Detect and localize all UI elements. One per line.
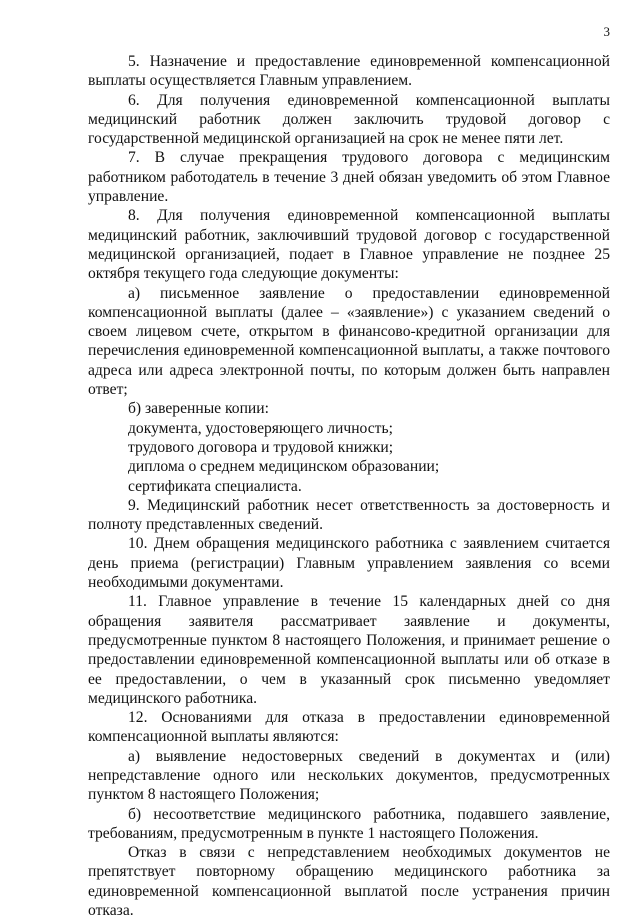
list-item-identity-document: документа, удостоверяющего личность;: [128, 419, 393, 437]
paragraph-12-a: а) выявление недостоверных сведений в документах и (или) непредставление одного или нескольких документов, предусмотренных пунктом 8 настоящего Положения;: [88, 747, 610, 804]
page-number: 3: [603, 24, 610, 39]
list-item-certificate: сертификата специалиста.: [128, 477, 302, 495]
paragraph-7: 7. В случае прекращения трудового договора с медицинским работником работодатель в течение 3 дней обязан уведомить об этом Главное управление.: [88, 149, 610, 206]
paragraph-6: 6. Для получения единовременной компенсационной выплаты медицинский работник должен заключить трудовой договор с государственной медицинской организацией на срок не менее пяти лет.: [88, 91, 610, 148]
paragraph-12-b: б) несоответствие медицинского работника, подавшего заявление, требованиям, предусмотренным в пункте 1 настоящего Положения.: [88, 805, 610, 842]
paragraph-8-a: а) письменное заявление о предоставлении единовременной компенсационной выплаты (далее – «заявление») с указанием сведений о своем лицевом счете, открытом в финансово-кредитной организации для перечисления единовременной компенсационной выплаты, а также почтового адреса или адреса электронной почты, по которым должен быть направлен ответ;: [88, 284, 610, 399]
paragraph-refusal-note: Отказ в связи с непредставлением необходимых документов не препятствует повторному обращению медицинского работника за единовременной компенсационной выплатой после устранения причин отказа.: [88, 844, 610, 920]
paragraph-12: 12. Основаниями для отказа в предоставлении единовременной компенсационной выплаты являются:: [88, 709, 610, 746]
paragraph-8-b: б) заверенные копии:: [128, 400, 269, 418]
paragraph-8: 8. Для получения единовременной компенсационной выплаты медицинский работник, заключивший трудовой договор с государственной медицинской организацией, подает в Главное управление не позднее 25 октября текущего года следующие документы:: [88, 207, 610, 283]
paragraph-10: 10. Днем обращения медицинского работника с заявлением считается день приема (регистрации) Главным управлением заявления со всеми необходимыми документами.: [88, 535, 610, 592]
list-item-diploma: диплома о среднем медицинском образовании;: [128, 458, 440, 476]
document-body: [88, 52, 610, 920]
list-item-labor-contract: трудового договора и трудовой книжки;: [128, 438, 394, 456]
paragraph-11: 11. Главное управление в течение 15 календарных дней со дня обращения заявителя рассматривает заявление и документы, предусмотренные пунктом 8 настоящего Положения, и принимает решение о предоставлении единовременной компенсационной выплаты или об отказе в ее предоставлении, о чем в указанный срок письменно уведомляет медицинского работника.: [88, 593, 610, 707]
paragraph-5: 5. Назначение и предоставление единовременной компенсационной выплаты осуществляется Главным управлением.: [88, 53, 610, 90]
paragraph-9: 9. Медицинский работник несет ответственность за достоверность и полноту представленных сведений.: [88, 496, 610, 534]
